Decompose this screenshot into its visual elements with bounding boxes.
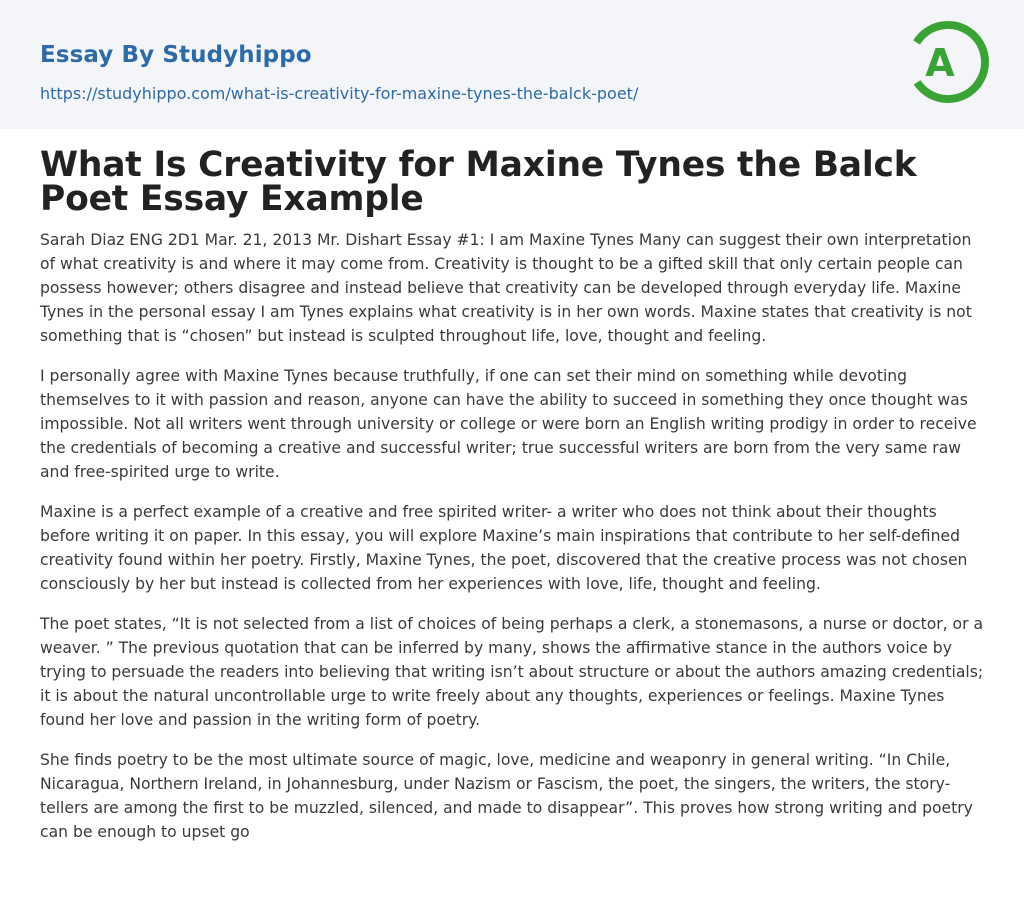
article-paragraph-4: The poet states, “It is not selected from a list of choices of being perhaps a clerk, a stonemasons, a nurse or doctor, or a weaver. ” The previous quotation that can be inferred by many, shows the affirmative stance in the authors voice by trying to persuade the readers into believing that writing isn’t about structure or about the authors amazing credentials; it is about the natural uncontrollable urge to write freely about any thoughts, experiences or feelings. Maxine Tynes found her love and passion in the writing form of poetry. — [40, 615, 984, 729]
article-paragraph-3: Maxine is a perfect example of a creative and free spirited writer- a writer who does not think about their thoughts before writing it on paper. In this essay, you will explore Maxine’s main inspirations that contribute to her self-defined creativity found within her poetry. Firstly, Maxine Tynes, the poet, discovered that the creative process was not chosen consciously by her but instead is collected from her experiences with love, life, thought and feeling. — [40, 503, 968, 593]
article-main — [40, 145, 986, 860]
article-paragraph-1: Sarah Diaz ENG 2D1 Mar. 21, 2013 Mr. Dishart Essay #1: I am Maxine Tynes Many can suggest their own interpretation of what creativity is and where it may come from. Creativity is thought to be a gifted skill that only certain people can possess however; others disagree and instead believe that creativity can be developed through everyday life. Maxine Tynes in the personal essay I am Tynes explains what creativity is in her own words. Maxine states that creativity is not something that is “chosen” but instead is sculpted throughout life, love, thought and feeling. — [40, 231, 972, 345]
site-brand[interactable]: Essay By Studyhippo — [40, 42, 312, 68]
article-title: What Is Creativity for Maxine Tynes the Balck Poet Essay Example — [40, 145, 917, 219]
article-paragraph-2: I personally agree with Maxine Tynes because truthfully, if one can set their mind on something while devoting themselves to it with passion and reason, anyone can have the ability to succeed in something they once thought was impossible. Not all writers went through university or college or were born an English writing prodigy in order to receive the credentials of becoming a creative and successful writer; true successful writers are born from the very same raw and free-spirited urge to write. — [40, 367, 977, 481]
site-header — [0, 0, 1024, 129]
page-url-link[interactable]: https://studyhippo.com/what-is-creativity-for-maxine-tynes-the-balck-poet/ — [40, 84, 639, 103]
article-paragraph-5: She finds poetry to be the most ultimate source of magic, love, medicine and weaponry in general writing. “In Chile, Nicaragua, Northern Ireland, in Johannesburg, under Nazism or Fascism, the poet, the singers, the writers, the story-tellers are among the first to be muzzled, silenced, and made to disappear”. This proves how strong writing and poetry can be enough to upset go — [40, 751, 973, 841]
studyhippo-logo-icon[interactable] — [906, 18, 990, 106]
logo-letter: A — [925, 41, 955, 85]
